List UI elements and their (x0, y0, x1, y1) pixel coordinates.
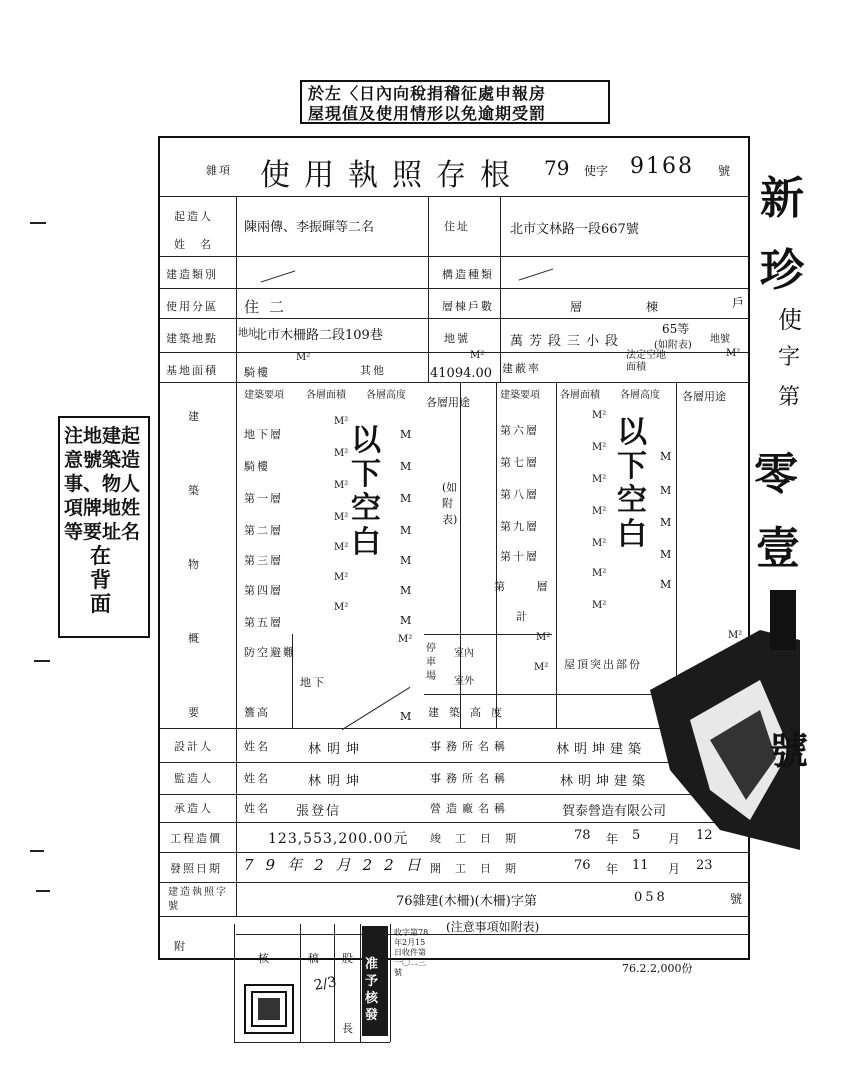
firm-value: 賀泰營造有限公司 (562, 804, 667, 819)
finish-year: 78 (574, 828, 591, 843)
permit-value: 76雜建(木柵)(木柵)字第 (396, 894, 537, 909)
designer-office: 林明坤建築 (556, 742, 647, 757)
right-block (770, 590, 796, 650)
struct-type-label: 構造種類 (442, 268, 494, 281)
margin-mark (34, 660, 50, 662)
open-space-label: 法定空地面積 (626, 350, 666, 373)
office-label: 事務所名稱 (430, 772, 510, 785)
floor-unit: 層 (570, 300, 583, 314)
area-unit: M² (334, 572, 349, 583)
start-month: 11 (632, 858, 649, 873)
floor-name-left: 第五層 (244, 616, 283, 629)
firm-label: 營造廠名稱 (430, 802, 510, 815)
finish-label: 竣工日期 (430, 832, 530, 845)
blank-marker-left: 以下空白 (351, 423, 381, 560)
finish-month: 5 (632, 828, 641, 843)
address-label: 住址 (444, 220, 470, 233)
right-fragment: 號 (770, 728, 809, 773)
right-fragment: 珍 (760, 245, 804, 296)
attach-col: 長 (342, 1022, 353, 1035)
section-char: 要 (188, 706, 201, 719)
start-label: 開工日期 (430, 862, 530, 875)
applicant-name: 陳兩傳、李振暉等二名 (244, 220, 375, 235)
right-fragment: 字 (778, 345, 801, 370)
area-unit: M² (334, 602, 349, 613)
margin-mark (30, 850, 44, 852)
floor-name-right: 第七層 (500, 456, 539, 469)
height-unit: M (400, 524, 412, 537)
height-unit: M (400, 554, 412, 567)
approval-stamp-text: 准予核發 (365, 957, 379, 1023)
arcade-unit: M² (296, 352, 311, 363)
col-header: 建築要項 (500, 390, 540, 401)
header-suffix: 號 (718, 164, 731, 178)
right-fragment: 新 (760, 173, 804, 224)
floors-label: 層棟戶數 (442, 300, 494, 313)
designer-name: 林明坤 (308, 742, 366, 757)
building-height-label: 建築高度 (428, 706, 512, 719)
floor-name-left: 第四層 (244, 584, 283, 597)
col-header: 各層用途 (682, 390, 726, 403)
area-unit: M² (592, 538, 607, 549)
contractor-name: 張登信 (296, 804, 342, 819)
col-header: 各層高度 (620, 390, 660, 401)
supervisor-label: 監造人 (174, 772, 213, 785)
lot-number: 65等 (662, 322, 690, 336)
floor-name-right: 計 (516, 610, 529, 623)
right-fragment: 零 (754, 449, 798, 500)
site-area-label: 基地面積 (166, 364, 218, 377)
side-note-line: 項牌地姓 (64, 497, 141, 519)
notice-line-1: 於左〈日內向稅捐稽征處申報房 (308, 84, 547, 103)
receipt-note: 收字第78年2月15日收件第一〇二三號 (394, 928, 429, 977)
height-unit: M (660, 578, 672, 591)
area-unit: M² (592, 474, 607, 485)
height-unit: M (400, 614, 412, 627)
section-char: 物 (188, 558, 201, 571)
area-unit: M² (334, 512, 349, 523)
height-unit: M (660, 548, 672, 561)
right-fragment: 第 (778, 385, 801, 410)
building-unit: 棟 (646, 300, 659, 314)
permit-suffix: 號 (730, 892, 743, 906)
name-label: 姓名 (244, 772, 270, 785)
height-unit: M (400, 460, 412, 473)
attach-col: 稿 (308, 952, 319, 965)
supervisor-office: 林明坤建築 (560, 774, 651, 789)
eave-label: 簷高 (244, 706, 270, 719)
build-type-label: 建造類別 (166, 268, 218, 281)
notice-line-2: 屋現值及使用情形以免逾期受罰 (308, 104, 547, 123)
right-fragment: 使 (778, 306, 802, 334)
area-unit: M² (334, 416, 349, 427)
floor-name-left: 地下層 (244, 428, 283, 441)
other-label: 其他 (360, 364, 386, 377)
floor-name-right: 第六層 (500, 424, 539, 437)
permit-number: 058 (634, 890, 668, 905)
zone-value: 住二 (244, 298, 295, 316)
office-label: 事務所名稱 (430, 740, 510, 753)
approval-strip (234, 924, 434, 1046)
header-type: 使字 (584, 164, 609, 178)
start-year: 76 (574, 858, 591, 873)
col-header: 各層高度 (366, 390, 406, 401)
side-note-line: 注地建起 (64, 425, 141, 447)
applicant-label-1: 起造人 (174, 210, 213, 223)
col-header: 各層面積 (560, 390, 600, 401)
parking-unit: M² (534, 662, 549, 673)
section-char: 建 (188, 410, 201, 423)
header-prefix: 雜項 (206, 164, 232, 177)
height-unit: M (400, 492, 412, 505)
page-title: 使用執照存根 (260, 158, 524, 193)
col-header: 各層面積 (306, 390, 346, 401)
roof-label: 屋頂突出部份 (564, 658, 642, 671)
floor-name-left: 第二層 (244, 524, 283, 537)
zone-label: 使用分區 (166, 300, 218, 313)
area-unit: M² (592, 506, 607, 517)
parking-unit: M² (536, 632, 551, 643)
area-unit: M² (334, 542, 349, 553)
area-unit: M² (592, 568, 607, 579)
area-unit: M² (592, 442, 607, 453)
address-value: 北市文林路一段667號 (510, 222, 639, 237)
lot-label: 地號 (444, 332, 470, 345)
lot-value: 萬芳段三小段 (510, 334, 625, 349)
floor-name-left: 騎樓 (244, 460, 270, 473)
applicant-label-2: 姓 名 (174, 238, 213, 251)
area-unit: M² (592, 410, 607, 421)
coverage-label: 建蔽率 (502, 362, 541, 375)
height-unit: M (660, 450, 672, 463)
blank-marker-right: 以下空白 (617, 415, 647, 552)
floor-name-right: 第 層 (494, 580, 562, 593)
other-unit: M² (470, 350, 485, 361)
start-day: 23 (696, 858, 713, 873)
lot-suffix: 地號 (710, 334, 730, 345)
floor-name-right: 第九層 (500, 520, 539, 533)
attach-col: 股 (342, 952, 353, 965)
finish-year-unit: 年 (606, 832, 619, 846)
print-info: 76.2.2,000份 (622, 962, 693, 975)
height-unit: M (400, 428, 412, 441)
parking-outdoor: 室外 (454, 676, 474, 687)
floor-name-left: 第一層 (244, 492, 283, 505)
notice-stamp (300, 80, 610, 124)
parking-label: 停車場 (426, 643, 436, 682)
side-note-emphasis: 面 (90, 591, 111, 616)
designer-label: 設計人 (174, 740, 213, 753)
shelter-label: 防空避難 (244, 646, 296, 659)
side-note (58, 416, 150, 638)
attach-col: 核 (258, 952, 269, 965)
basement-label: 地下 (300, 676, 326, 689)
attach-label: 附 (174, 940, 187, 953)
start-month-unit: 月 (668, 862, 681, 876)
area-unit: M² (334, 448, 349, 459)
floor-name-right: 第十層 (500, 550, 539, 563)
cost-value: 123,553,200.00元 (268, 831, 409, 847)
height-unit: M (400, 584, 412, 597)
location-value: 北市木柵路二段109巷 (254, 328, 383, 343)
use-note: (如附表) (442, 481, 458, 526)
section-char: 築 (188, 484, 201, 497)
col-header: 各層用途 (426, 396, 470, 409)
side-note-emphasis: 背 (90, 567, 111, 592)
location-sub: 地址 (238, 328, 258, 339)
attention-note: (注意事項如附表) (446, 920, 540, 934)
seal-stamp (244, 984, 294, 1034)
shelter-unit: M² (398, 634, 413, 645)
arcade-label: 騎樓 (244, 366, 270, 379)
seal-icon (246, 986, 292, 1032)
finish-day: 12 (696, 828, 713, 843)
side-note-emphasis: 在 (90, 543, 111, 568)
parking-indoor: 室內 (454, 648, 474, 659)
area-unit: M² (592, 600, 607, 611)
height-unit: M (660, 516, 672, 529)
permit-label: 建造執照字號 (168, 887, 228, 912)
contractor-label: 承造人 (174, 802, 213, 815)
lot-note: (如附表) (654, 340, 692, 351)
section-char: 概 (188, 632, 201, 645)
location-label: 建築地點 (166, 332, 218, 345)
area-unit: M² (334, 480, 349, 491)
margin-mark (36, 890, 50, 892)
finish-month-unit: 月 (668, 832, 681, 846)
side-note-line: 等要址名 (64, 521, 141, 543)
margin-mark (30, 222, 46, 224)
supervisor-name: 林明坤 (308, 774, 366, 789)
issue-label: 發照日期 (170, 862, 222, 875)
col-header: 建築要項 (244, 390, 284, 401)
name-label: 姓名 (244, 740, 270, 753)
other-value: 41094.00 (430, 366, 493, 381)
header-number: 9168 (630, 154, 694, 179)
right-fragment: 壹 (756, 523, 800, 574)
name-label: 姓名 (244, 802, 270, 815)
side-note-line: 意號築造 (64, 449, 141, 471)
height-unit: M (660, 484, 672, 497)
handwritten-mark: 2/3 (312, 974, 338, 994)
eave-unit: M (400, 710, 412, 723)
roof-unit: M² (728, 630, 743, 641)
header-year: 79 (544, 156, 570, 180)
side-note-line: 事、物人 (64, 473, 141, 495)
open-space-unit: M² (726, 348, 741, 359)
approval-stamp (362, 926, 388, 1036)
cost-label: 工程造價 (170, 832, 222, 845)
start-year-unit: 年 (606, 862, 619, 876)
issue-date: 79年2月22日 (244, 856, 433, 874)
floor-name-left: 第三層 (244, 554, 283, 567)
household-unit: 戶 (732, 296, 745, 310)
floor-name-right: 第八層 (500, 488, 539, 501)
